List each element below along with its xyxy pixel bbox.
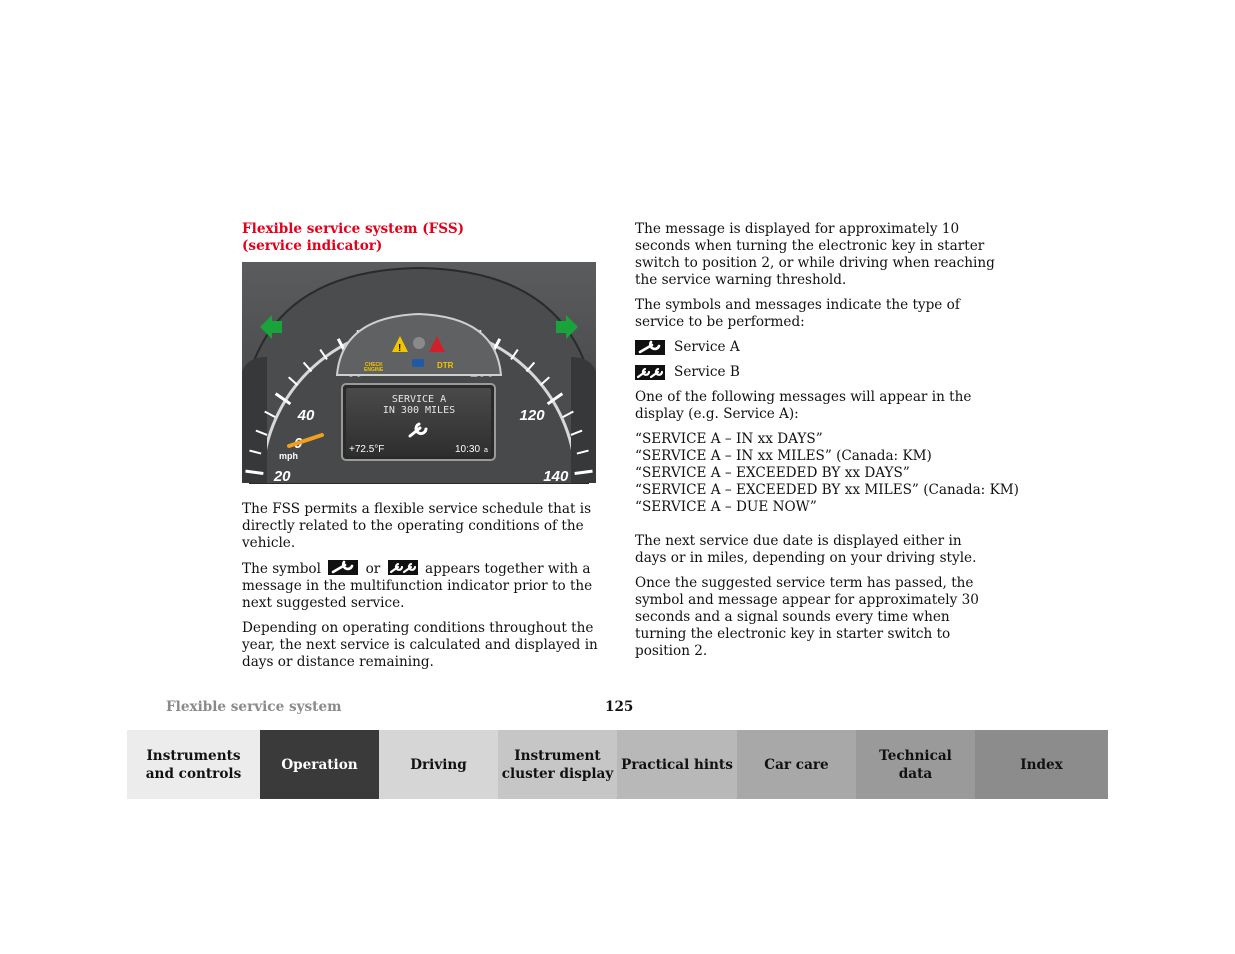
- warning-exclamation-icon: !: [398, 343, 402, 354]
- check-engine-line-1: CHECK: [365, 362, 383, 368]
- speed-label: 160: [536, 533, 562, 551]
- chapter-navigation: [127, 730, 1108, 799]
- message-display-paragraph: The message is displayed for approximately 10 seconds when turning the electronic key in starter switch to position 2, or while driving when reaching the service warning threshold.: [635, 221, 995, 288]
- speed-label: 140: [543, 467, 569, 485]
- due-date-paragraph: The next service due date is displayed either in days or in miles, depending on your driving style.: [635, 533, 977, 566]
- heading-line-1: Flexible service system (FSS): [242, 221, 465, 237]
- display-temperature: +72.5°F: [349, 444, 385, 455]
- speed-label: 120: [519, 406, 545, 424]
- service-a-wrench-icon: [635, 340, 665, 355]
- footer-section-label: Flexible service system: [166, 699, 342, 715]
- left-column: [242, 221, 604, 679]
- tab-practical-hints[interactable]: Practical hints: [617, 730, 737, 799]
- message-item: “SERVICE A – EXCEEDED BY xx DAYS”: [635, 465, 910, 481]
- high-beam-icon: [412, 359, 424, 367]
- speed-unit-label: mph: [279, 451, 298, 461]
- indicator-lamp-icon: [413, 337, 425, 349]
- dtr-indicator: DTR: [437, 361, 454, 370]
- tab-instrument-cluster-display[interactable]: Instrument cluster display: [498, 730, 617, 799]
- message-item: “SERVICE A – EXCEEDED BY xx MILES” (Canada: KM): [635, 482, 1019, 498]
- symbols-intro-paragraph: The symbols and messages indicate the type of service to be performed:: [635, 297, 960, 330]
- message-list: [635, 431, 1019, 516]
- section-heading: [242, 221, 604, 255]
- calculation-paragraph: Depending on operating conditions throughout the year, the next service is calculated and displayed in days or distance remaining.: [242, 620, 598, 670]
- display-line-2: IN 300 MILES: [382, 405, 456, 416]
- service-a-row: [635, 339, 995, 356]
- tab-car-care[interactable]: Car care: [737, 730, 856, 799]
- right-column: [635, 221, 1019, 668]
- service-b-double-wrench-icon: [388, 560, 418, 575]
- message-item: “SERVICE A – DUE NOW”: [635, 499, 817, 515]
- fss-description-paragraph: The FSS permits a flexible service schedule that is directly related to the operating conditions of the vehicle.: [242, 501, 592, 551]
- check-engine-line-2: ENGINE: [364, 367, 384, 373]
- symbol-text-after: appears together with a message in the multifunction indicator prior to the next suggested service.: [242, 561, 593, 611]
- symbol-text-before: The symbol: [242, 561, 321, 577]
- term-passed-paragraph: Once the suggested service term has passed, the symbol and message appear for approximately 30 seconds and a signal sounds every time when turning the electronic key in starter switch to position 2.: [635, 575, 979, 659]
- service-b-label: Service B: [674, 364, 740, 380]
- page-number: 125: [605, 699, 634, 715]
- messages-intro-paragraph: One of the following messages will appear in the display (e.g. Service A):: [635, 389, 972, 422]
- message-item: “SERVICE A – IN xx MILES” (Canada: KM): [635, 448, 932, 464]
- service-a-wrench-icon: [328, 560, 358, 575]
- left-pod: [242, 357, 267, 483]
- tab-instruments-and-controls[interactable]: Instruments and controls: [127, 730, 260, 799]
- display-clock-suffix: a: [484, 447, 488, 454]
- tab-operation[interactable]: Operation: [260, 730, 379, 799]
- service-b-row: [635, 364, 995, 381]
- symbol-paragraph: [242, 560, 604, 612]
- right-pod: [571, 357, 596, 483]
- tab-technical-data[interactable]: Technical data: [856, 730, 975, 799]
- message-item: “SERVICE A – IN xx DAYS”: [635, 431, 823, 447]
- display-clock: 10:30: [455, 444, 481, 455]
- speed-label: 40: [297, 406, 315, 424]
- symbol-text-middle: or: [365, 561, 381, 577]
- heading-line-2: (service indicator): [242, 238, 383, 254]
- display-line-1: SERVICE A: [391, 394, 447, 405]
- tab-index[interactable]: Index: [975, 730, 1108, 799]
- speed-label: 20: [273, 467, 291, 485]
- service-a-label: Service A: [674, 339, 740, 355]
- service-b-double-wrench-icon: [635, 365, 665, 380]
- tab-driving[interactable]: Driving: [379, 730, 498, 799]
